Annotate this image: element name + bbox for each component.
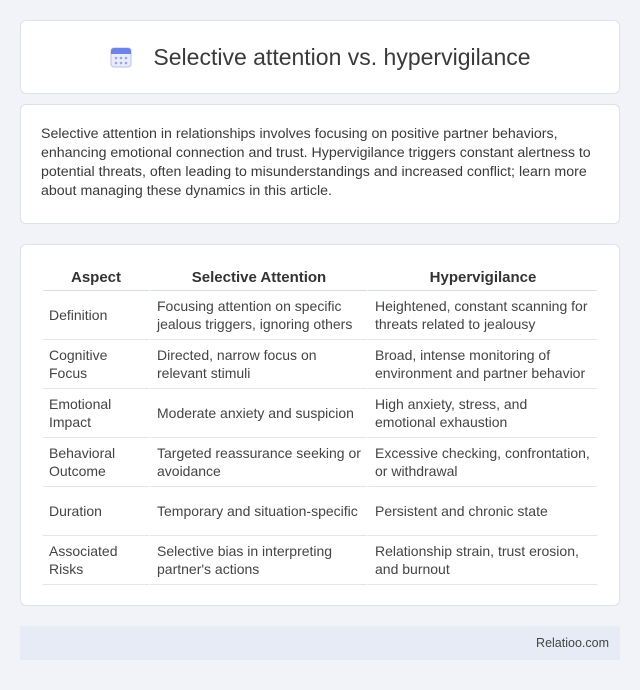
row-selective-attention: Moderate anxiety and suspicion <box>149 389 367 438</box>
table-header-row <box>43 265 597 291</box>
intro-paragraph: Selective attention in relationships involves focusing on positive partner behaviors, enhancing emotional connection and trust. Hypervigilance triggers constant alertness to potential threats, often leading to misunderstandings and increased conflict; learn more about managing these dynamics in this article. <box>41 126 591 199</box>
row-selective-attention: Targeted reassurance seeking or avoidance <box>149 438 367 487</box>
row-selective-attention: Directed, narrow focus on relevant stimuli <box>149 340 367 389</box>
row-aspect: Definition <box>43 291 149 340</box>
row-hypervigilance: High anxiety, stress, and emotional exhaustion <box>367 389 597 438</box>
row-hypervigilance: Excessive checking, confrontation, or withdrawal <box>367 438 597 487</box>
comparison-table-card <box>20 244 620 606</box>
table-row <box>43 340 597 389</box>
row-aspect: Associated Risks <box>43 536 149 585</box>
row-hypervigilance: Broad, intense monitoring of environment and partner behavior <box>367 340 597 389</box>
row-hypervigilance: Persistent and chronic state <box>367 487 597 536</box>
row-hypervigilance: Heightened, constant scanning for threats related to jealousy <box>367 291 597 340</box>
row-aspect: Duration <box>43 487 149 536</box>
table-row <box>43 487 597 536</box>
title-card <box>20 20 620 94</box>
table-row <box>43 438 597 487</box>
row-selective-attention: Focusing attention on specific jealous triggers, ignoring others <box>149 291 367 340</box>
row-aspect: Cognitive Focus <box>43 340 149 389</box>
page-title: Selective attention vs. hypervigilance <box>153 43 531 70</box>
table-row <box>43 536 597 585</box>
header-aspect: Aspect <box>43 265 149 291</box>
header-hypervigilance: Hypervigilance <box>367 265 597 291</box>
row-selective-attention: Selective bias in interpreting partner's actions <box>149 536 367 585</box>
comparison-table <box>43 265 597 585</box>
row-selective-attention: Temporary and situation-specific <box>149 487 367 536</box>
row-aspect: Emotional Impact <box>43 389 149 438</box>
table-row <box>43 291 597 340</box>
footer-brand-link[interactable]: Relatioo.com <box>536 636 609 650</box>
row-hypervigilance: Relationship strain, trust erosion, and burnout <box>367 536 597 585</box>
calendar-icon <box>109 45 133 69</box>
intro-card <box>20 104 620 224</box>
table-row <box>43 389 597 438</box>
row-aspect: Behavioral Outcome <box>43 438 149 487</box>
footer <box>20 626 620 660</box>
header-selective-attention: Selective Attention <box>149 265 367 291</box>
